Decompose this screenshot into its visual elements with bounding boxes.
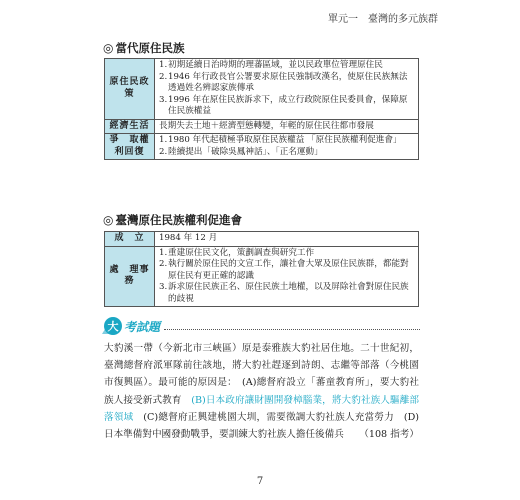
list-item: 2. 執行關於原住民的文宣工作，讓社會大眾及原住民族群，都能對原住民有更正確的認識 <box>159 259 409 281</box>
exam-badge-label: 考試題 <box>124 319 161 334</box>
list-item: 1. 初期延續日治時期的理蕃區域，並以民政單位管理原住民 <box>159 60 383 70</box>
section-title: 臺灣原住民族權利促進會 <box>115 213 242 227</box>
row-content <box>155 246 419 307</box>
table-row <box>105 59 419 120</box>
exam-question <box>104 340 419 443</box>
contemporary-indigenous-table <box>104 58 419 160</box>
table-row <box>105 246 419 307</box>
chapter-title: 臺灣的多元族群 <box>368 14 438 25</box>
row-label: 原住民政 策 <box>105 59 155 120</box>
circle-bullet-icon: ◎ <box>103 213 114 227</box>
question-text: (C)總督府正興建桃園大圳，需要徵調大豹社族人充當勞力 (D)日本準備對中國發動戰爭，要訓練大豹社族人擔任後備兵 <box>104 411 419 441</box>
rights-association-table <box>104 231 419 307</box>
row-content <box>155 134 419 160</box>
dotted-divider <box>164 329 420 330</box>
exam-badge-icon: 大 <box>104 317 122 335</box>
exam-heading <box>102 315 420 337</box>
section-heading-contemporary-indigenous <box>103 40 184 56</box>
unit-label: 單元一 <box>328 14 358 25</box>
exam-source: （108 指考） <box>359 429 419 441</box>
list-item: 2. 1946 年行政長官公署要求原住民強制改漢名，使原住民族無法透過姓名辨認家族傳承 <box>159 71 408 93</box>
highlighted-answer: (B)日本政府讓財團開發樟腦業，將大豹社族人驅離部落領域 <box>104 394 419 423</box>
row-label: 成 立 <box>105 232 155 247</box>
table-row <box>105 232 419 247</box>
table-row <box>105 119 419 134</box>
row-content <box>155 59 419 120</box>
list-item: 3. 1996 年在原住民族訴求下，成立行政院原住民委員會，保障原住民族權益 <box>159 94 408 116</box>
row-label: 爭 取權利回復 <box>105 134 155 160</box>
circle-bullet-icon: ◎ <box>103 41 114 55</box>
row-label: 處 理事 務 <box>105 246 155 307</box>
row-content: 長期失去土地＋經濟型態轉變，年輕的原住民往都市發展 <box>155 119 419 134</box>
row-content: 1984 年 12 月 <box>155 232 419 247</box>
list-item: 3. 訴求原住民族正名、原住民族土地權，以及屏除社會對原住民族的歧視 <box>159 282 409 304</box>
section-title: 當代原住民族 <box>115 41 185 55</box>
page-number: 7 <box>256 476 264 487</box>
list-item: 1. 重建原住民文化，策劃調查與研究工作 <box>159 247 315 258</box>
row-label: 經濟生活 <box>105 119 155 134</box>
section-heading-rights-association <box>103 212 242 228</box>
question-text: 大豹溪一帶（今新北市三峽區）原是泰雅族大豹社居住地。二十世紀初，臺灣總督府派軍隊前往該地，將大豹社趕逐到詩朗、志繼等部落（今桃園市復興區）。最可能的原因是： (A)總督府設立「蕃童教育所」，要大豹社族人接受新式教育 <box>104 343 419 406</box>
running-header <box>328 10 438 25</box>
list-item: 2. 陸續提出「破除吳鳳神話」、「正名運動」 <box>159 146 323 157</box>
table-row <box>105 134 419 160</box>
list-item: 1. 1980 年代起積極爭取原住民族權益 「原住民族權利促進會」 <box>159 135 402 145</box>
